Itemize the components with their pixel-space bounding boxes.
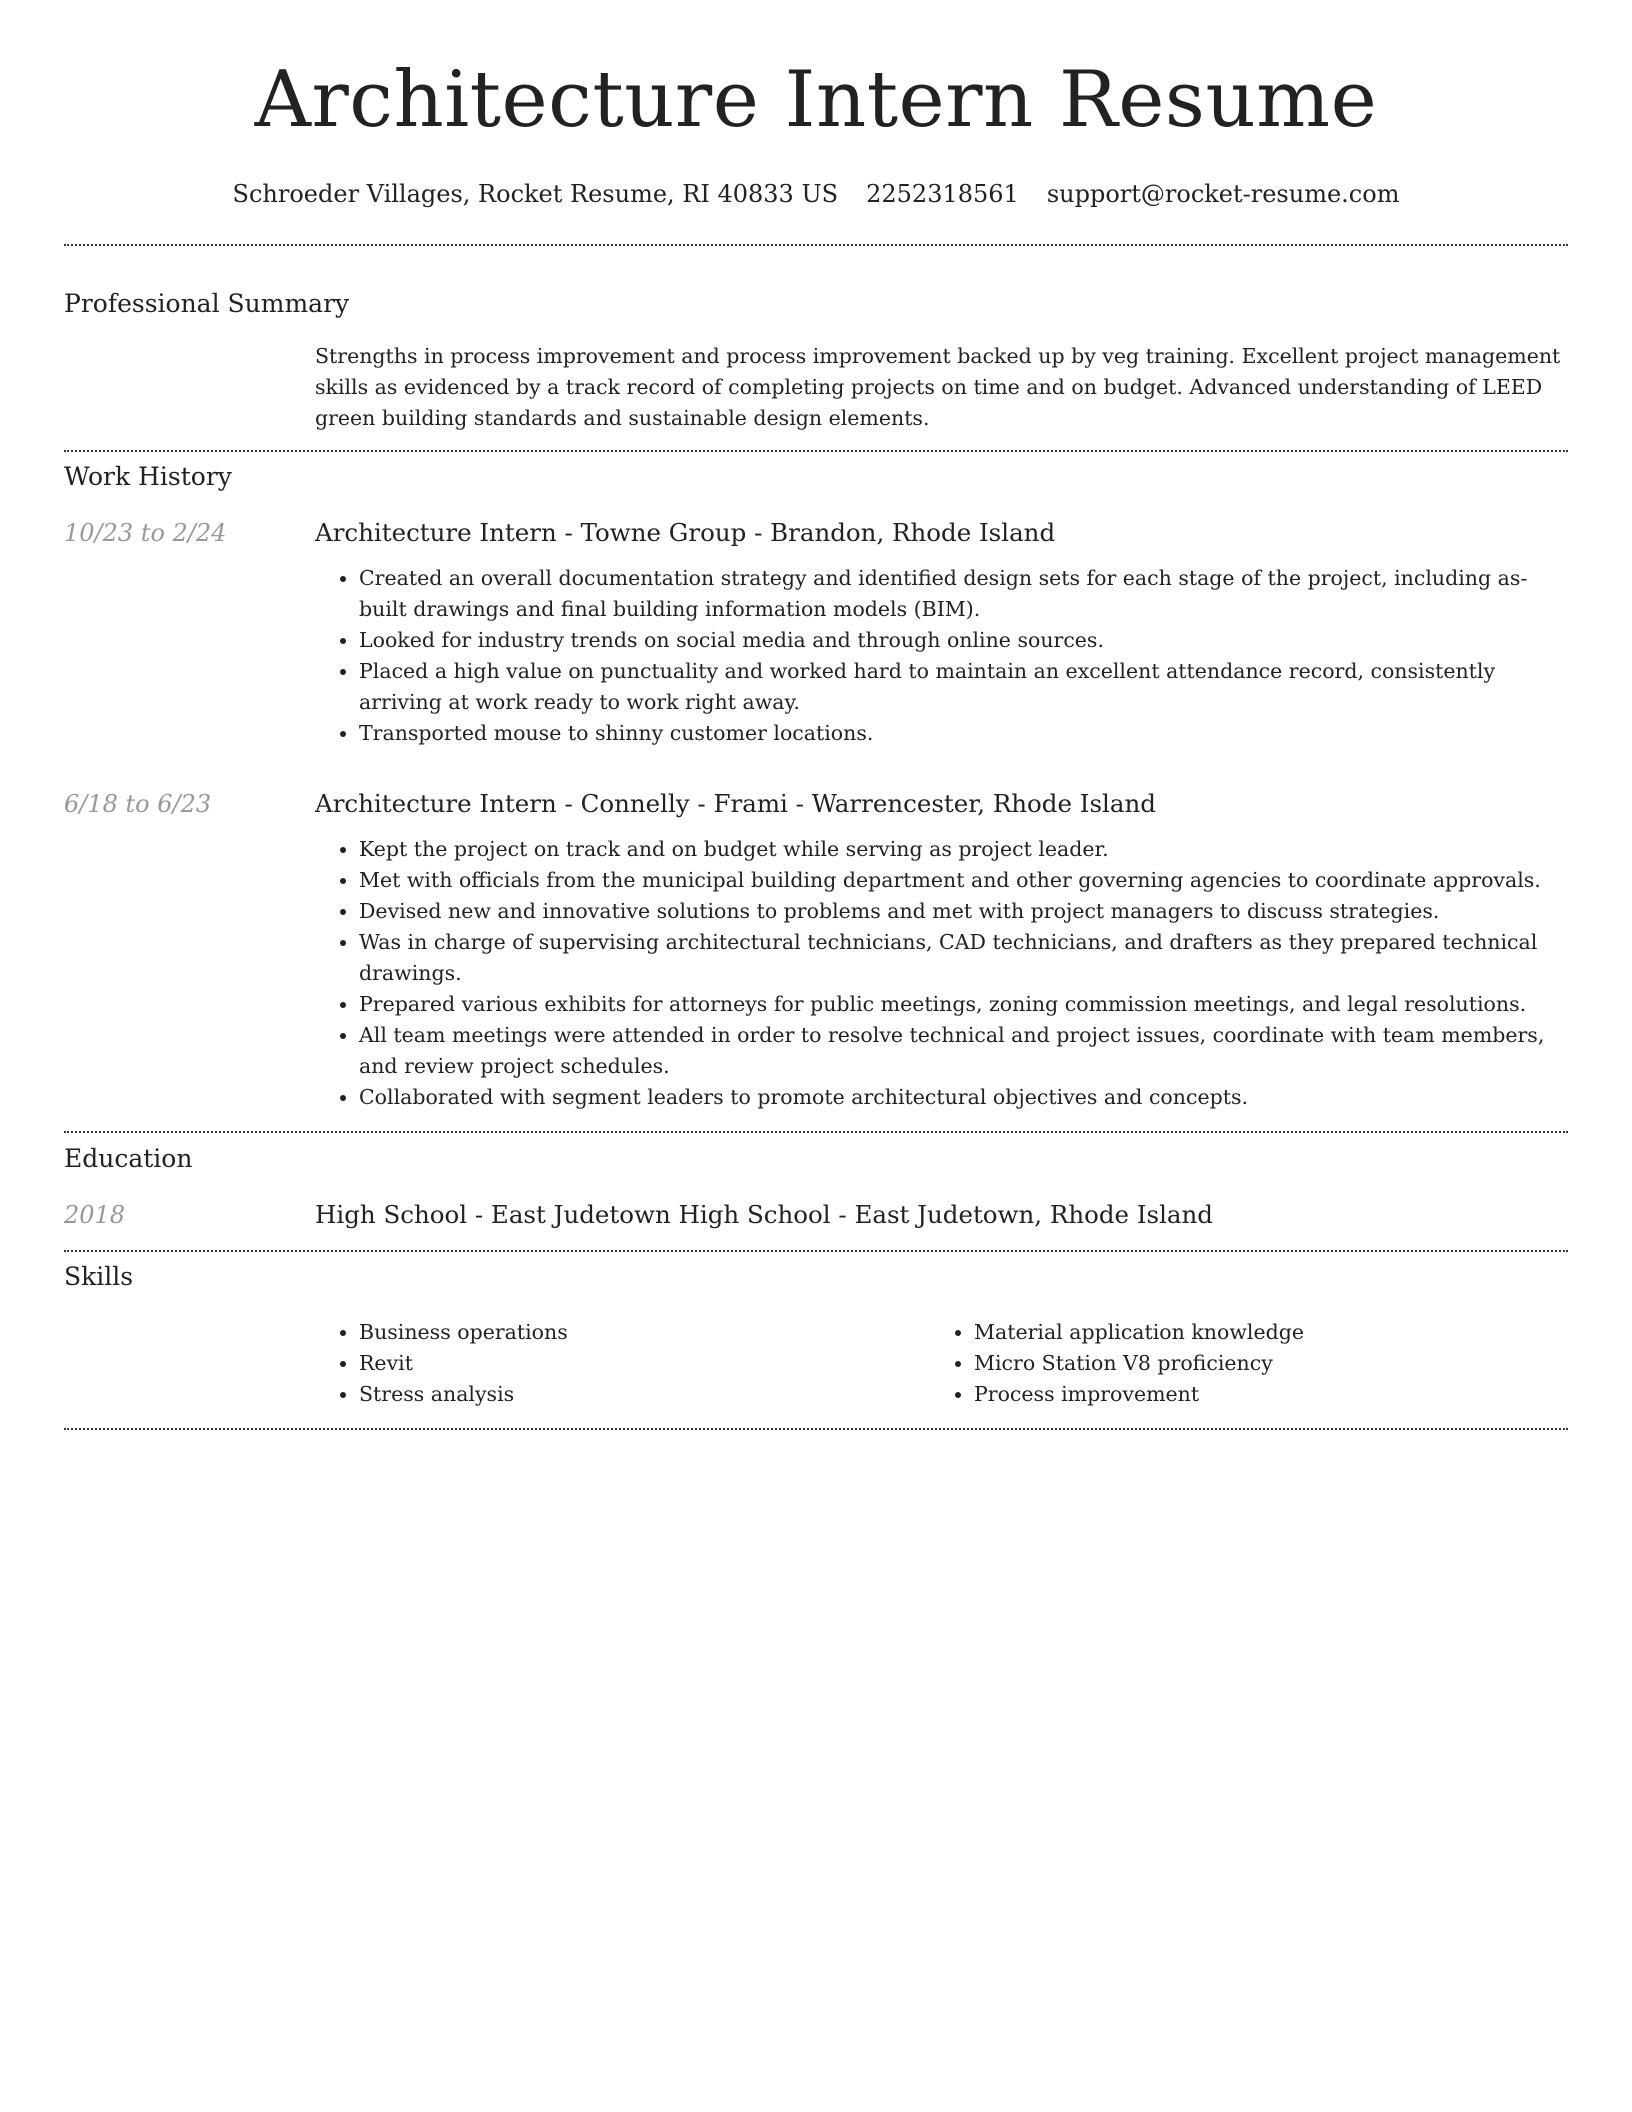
job-bullet: • Collaborated with segment leaders to promote architectural objectives and concepts.: [359, 1082, 1568, 1113]
job-bullet: • Transported mouse to shinny customer locations.: [359, 718, 1568, 749]
job-entry: [64, 516, 1568, 749]
education-heading: Education: [64, 1144, 193, 1173]
job-dates: 10/23 to 2/24: [64, 519, 227, 547]
contact-address: Schroeder Villages, Rocket Resume, RI 40833 US: [232, 180, 839, 208]
summary-text: Strengths in process improvement and process improvement backed up by veg training. Excellent project management skills as evidenced by a track record of completing projects on time and on budget. Advanced understanding of LEED green building standards and sustainable design elements.: [315, 344, 1561, 430]
education-degree: High School: [315, 1200, 468, 1229]
skills-heading: Skills: [64, 1262, 134, 1291]
contact-line: [64, 178, 1568, 210]
job-title: Architecture Intern - Connelly - Frami - Warrencester, Rhode Island: [315, 789, 1156, 818]
skill-item: • Micro Station V8 proficiency: [974, 1348, 1545, 1379]
section-divider: [64, 1428, 1568, 1430]
job-title: Architecture Intern - Towne Group - Brandon, Rhode Island: [315, 518, 1056, 547]
summary-section: [64, 288, 1568, 434]
skills-grid: [315, 1317, 1568, 1410]
job-bullets: [315, 834, 1568, 1113]
skill-item: • Material application knowledge: [974, 1317, 1545, 1348]
job-bullet: • Devised new and innovative solutions to problems and met with project managers to discuss strategies.: [359, 896, 1568, 927]
job-bullet: • Prepared various exhibits for attorneys for public meetings, zoning commission meetings, and legal resolutions.: [359, 989, 1568, 1020]
job-bullet: • Kept the project on track and on budget while serving as project leader.: [359, 834, 1568, 865]
job-dates: 6/18 to 6/23: [64, 790, 212, 818]
summary-heading: Professional Summary: [64, 289, 350, 318]
skill-item: • Process improvement: [974, 1379, 1545, 1410]
resume-title: Architecture Intern Resume: [254, 55, 1378, 145]
job-bullet: • Met with officials from the municipal building department and other governing agencies to coordinate approvals.: [359, 865, 1568, 896]
contact-email: support@rocket-resume.com: [1046, 180, 1400, 208]
education-detail: - East Judetown High School - East Judetown, Rhode Island: [467, 1200, 1213, 1229]
job-bullet: • Looked for industry trends on social media and through online sources.: [359, 625, 1568, 656]
job-bullet: • Was in charge of supervising architectural technicians, CAD technicians, and drafters as they prepared technical drawings.: [359, 927, 1568, 989]
skills-section: [64, 1261, 1568, 1410]
job-bullet: • All team meetings were attended in order to resolve technical and project issues, coordinate with team members, and review project schedules.: [359, 1020, 1568, 1082]
header-divider: [64, 244, 1568, 246]
skills-column-right: [930, 1317, 1545, 1410]
contact-phone: 2252318561: [866, 180, 1019, 208]
job-bullets: [315, 563, 1568, 749]
skill-item: • Revit: [359, 1348, 930, 1379]
skill-item: • Business operations: [359, 1317, 930, 1348]
education-content: [315, 1198, 1568, 1232]
skills-list-right: [930, 1317, 1545, 1410]
skills-list-left: [315, 1317, 930, 1410]
job-bullet: • Placed a high value on punctuality and worked hard to maintain an excellent attendance record, consistently arriving at work ready to work right away.: [359, 656, 1568, 718]
job-bullet: • Created an overall documentation strategy and identified design sets for each stage of the project, including as-built drawings and final building information models (BIM).: [359, 563, 1568, 625]
skills-column-left: [315, 1317, 930, 1410]
education-entry: [64, 1198, 1568, 1232]
section-divider: [64, 450, 1568, 452]
job-content: [315, 787, 1568, 1113]
skill-item: • Stress analysis: [359, 1379, 930, 1410]
education-year: 2018: [64, 1201, 126, 1229]
job-content: [315, 516, 1568, 749]
education-section: [64, 1143, 1568, 1232]
work-history-section: [64, 461, 1568, 1113]
work-history-heading: Work History: [64, 462, 232, 491]
section-divider: [64, 1131, 1568, 1133]
section-divider: [64, 1250, 1568, 1252]
job-entry: [64, 787, 1568, 1113]
